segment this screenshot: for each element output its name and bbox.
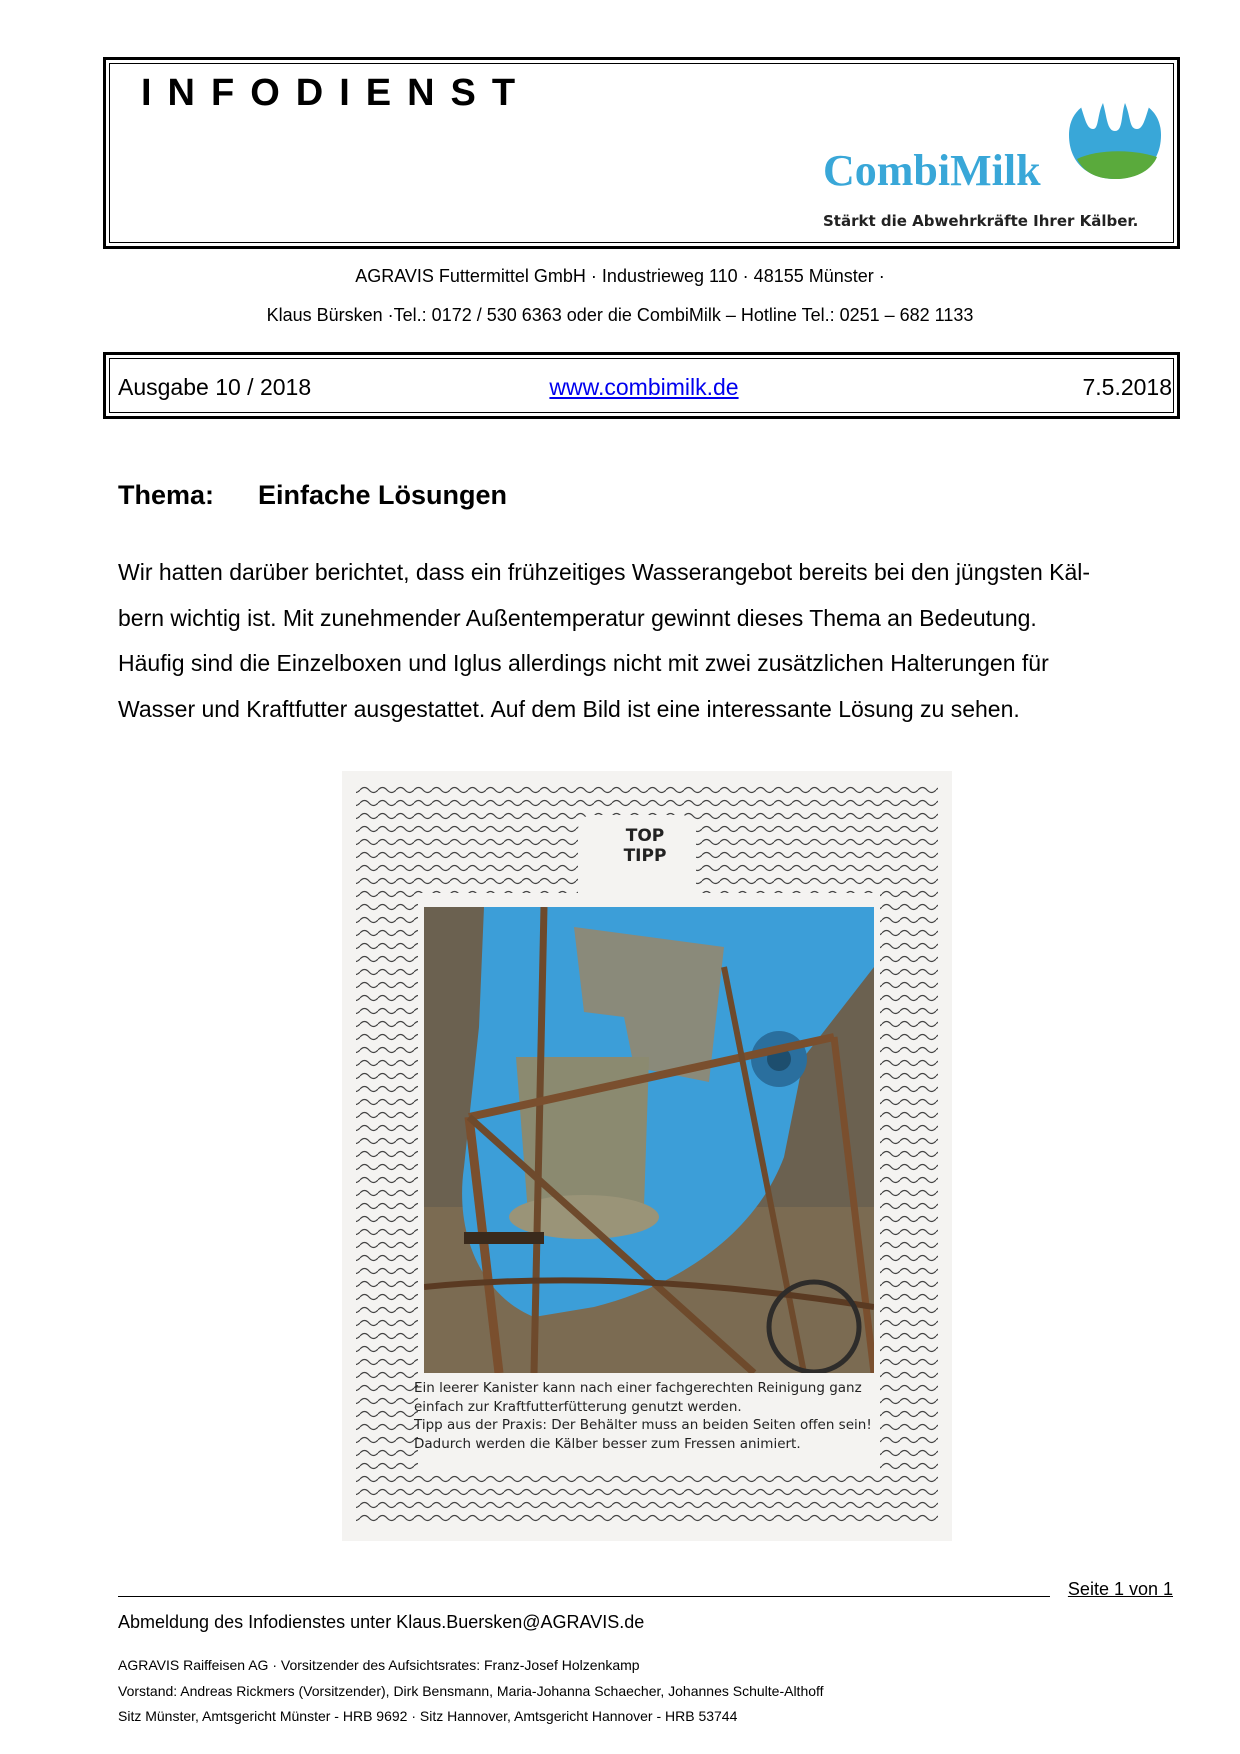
unsubscribe-note: Abmeldung des Infodienstes unter Klaus.Buersken@AGRAVIS.de [118,1612,645,1632]
issue-date: 7.5.2018 [1082,374,1172,400]
canister-photo [424,907,874,1373]
caption-line: Tipp aus der Praxis: Der Behälter muss an beiden Seiten offen sein! [414,1417,872,1433]
legal-registry: Sitz Münster, Amtsgericht Münster - HRB 9692 · Sitz Hannover, Amtsgericht Hannover - HRB 53744 [118,1708,738,1724]
topic-heading [118,480,507,511]
newsletter-title: INFODIENST [141,72,532,114]
topic-title: Einfache Lösungen [258,480,508,510]
article-line: bern wichtig ist. Mit zunehmender Außentemperatur gewinnt dieses Thema an Bedeutung. [118,604,1037,631]
article-body [118,550,1173,732]
photo-caption [414,1379,884,1453]
logo-tagline: Stärkt die Abwehrkräfte Ihrer Kälber. [823,212,1139,230]
legal-board: Vorstand: Andreas Rickmers (Vorsitzender), Dirk Bensmann, Maria-Johanna Schaecher, Johannes Schulte-Althoff [118,1683,824,1699]
top-tipp-badge [600,826,690,866]
website-link[interactable]: www.combimilk.de [549,374,739,400]
badge-line: TOP [625,826,665,846]
caption-line: einfach zur Kraftfutterfütterung genutzt werden. [414,1398,742,1415]
page-number: Seite 1 von 1 [1067,1579,1173,1599]
caption-line: Dadurch werden die Kälber besser zum Fressen animiert. [414,1435,801,1452]
article-line: Häufig sind die Einzelboxen und Iglus allerdings nicht mit zwei zusätzlichen Halterungen für [118,650,1049,676]
article-line: Wasser und Kraftfutter ausgestattet. Auf dem Bild ist eine interessante Lösung zu sehen. [118,695,1020,722]
milk-splash-icon [1063,95,1167,181]
caption-line: Ein leerer Kanister kann nach einer fachgerechten Reinigung ganz [414,1380,862,1396]
company-address: AGRAVIS Futtermittel GmbH · Industrieweg 110 · 48155 Münster · [355,266,885,286]
combimilk-logo [823,95,1173,195]
canister-illustration [424,907,874,1373]
topic-label: Thema: [118,480,215,510]
logo-wordmark: CombiMilk [823,146,1041,195]
issue-number: Ausgabe 10 / 2018 [118,374,312,400]
article-photo [342,771,952,1541]
footer-divider [118,1596,1050,1597]
badge-line: TIPP [623,846,667,866]
legal-supervisory-board: AGRAVIS Raiffeisen AG · Vorsitzender des Aufsichtsrates: Franz-Josef Holzenkamp [118,1657,640,1673]
article-line: Wir hatten darüber berichtet, dass ein frühzeitiges Wasserangebot bereits bei den jüngsten Käl- [118,559,1091,585]
contact-line: Klaus Bürsken ·Tel.: 0172 / 530 6363 oder die CombiMilk – Hotline Tel.: 0251 – 682 1133 [266,305,974,325]
